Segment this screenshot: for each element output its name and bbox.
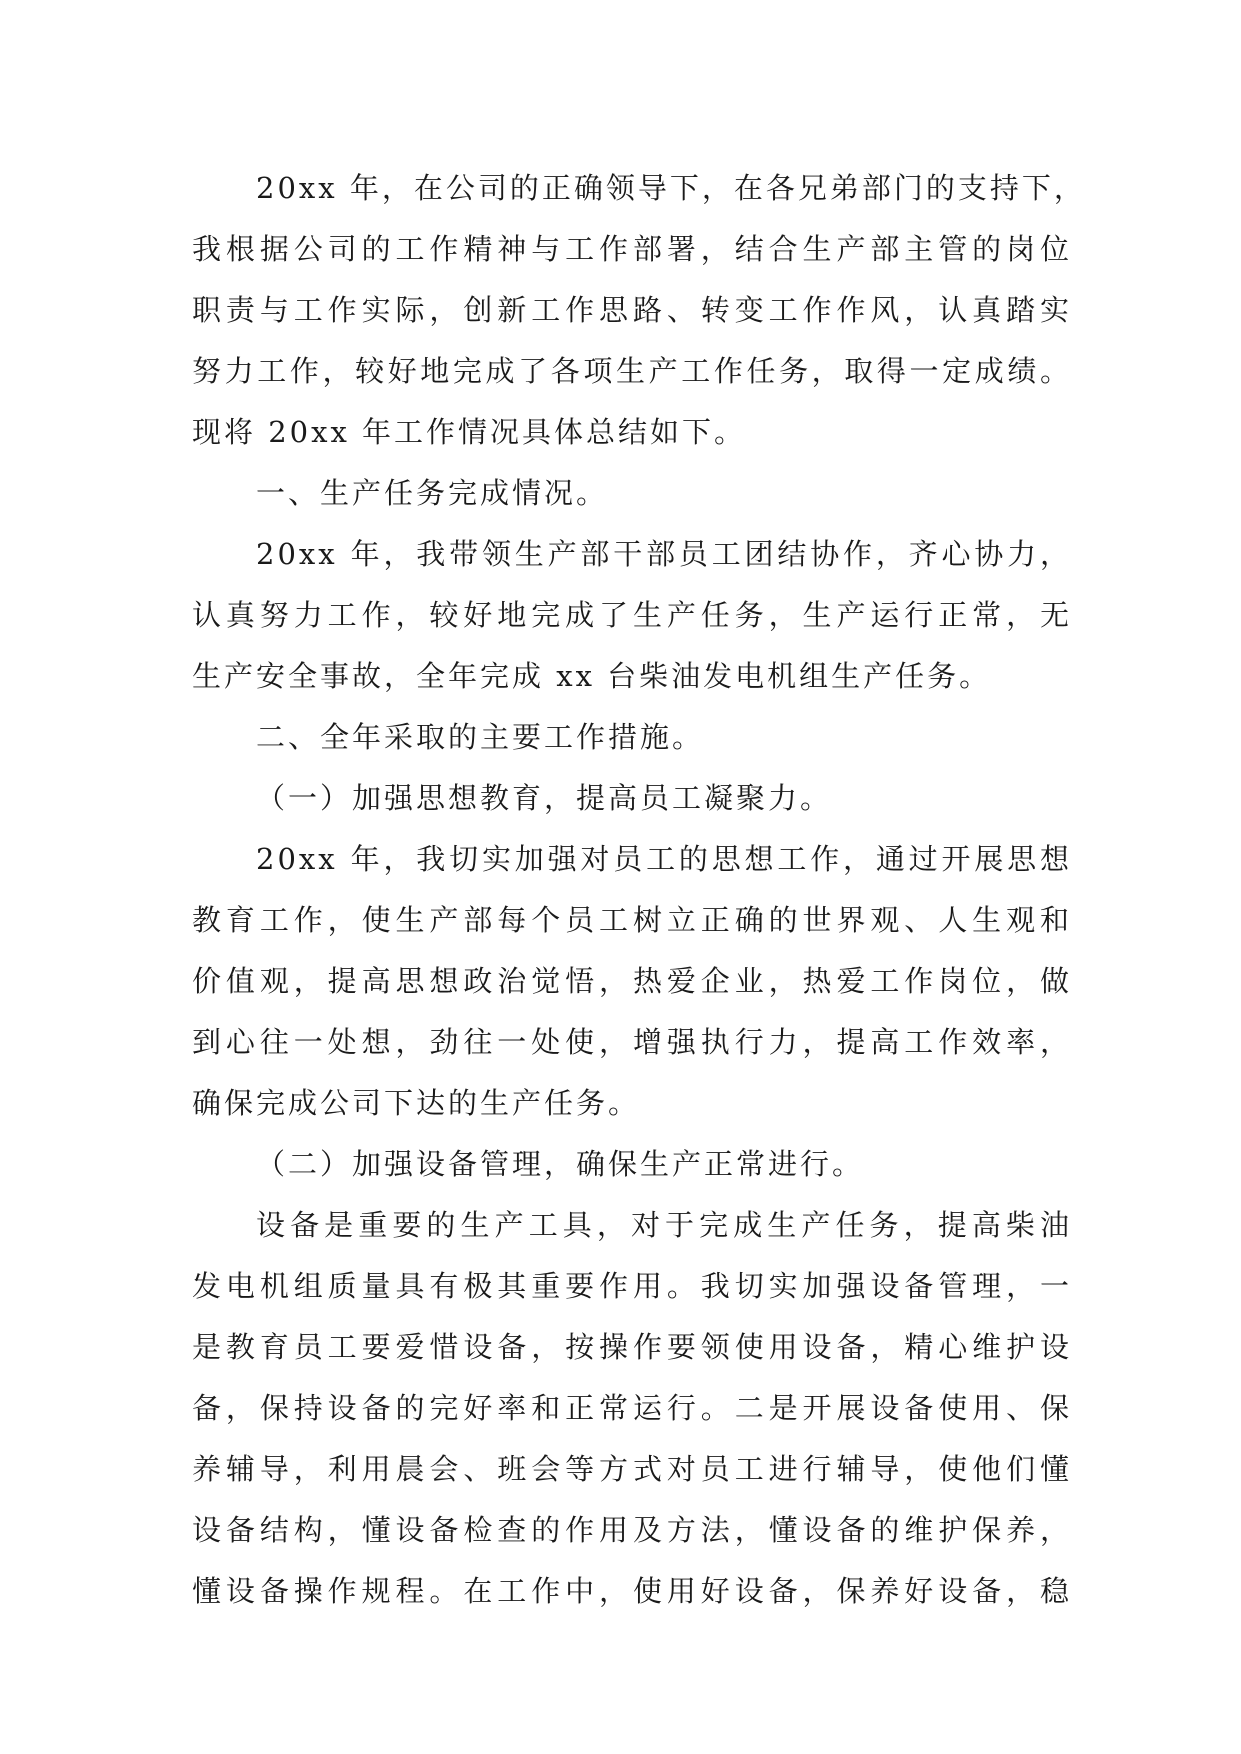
paragraph-line: 20xx 年，我带领生产部干部员工团结协作，齐心协力， (256, 537, 1072, 571)
paragraph-line: 懂设备操作规程。在工作中，使用好设备，保养好设备，稳 (192, 1574, 1072, 1608)
paragraph-line: 20xx 年，在公司的正确领导下，在各兄弟部门的支持下， (256, 171, 1086, 205)
document-body (192, 158, 1086, 1622)
paragraph-line: 努力工作，较好地完成了各项生产工作任务，取得一定成绩。 (192, 354, 1072, 388)
section-heading-2: 二、全年采取的主要工作措施。 (256, 720, 705, 754)
paragraph-line: 备，保持设备的完好率和正常运行。二是开展设备使用、保 (192, 1391, 1072, 1425)
paragraph-line: 价值观，提高思想政治觉悟，热爱企业，热爱工作岗位，做 (192, 964, 1072, 998)
subsection-heading-1: （一）加强思想教育，提高员工凝聚力。 (256, 781, 833, 815)
paragraph-line: 现将 20xx 年工作情况具体总结如下。 (192, 415, 747, 449)
paragraph-line: 职责与工作实际，创新工作思路、转变工作作风，认真踏实 (192, 293, 1072, 327)
paragraph-line: 20xx 年，我切实加强对员工的思想工作，通过开展思想 (256, 842, 1072, 876)
paragraph-line: 我根据公司的工作精神与工作部署，结合生产部主管的岗位 (192, 232, 1072, 266)
paragraph-line: 设备结构，懂设备检查的作用及方法，懂设备的维护保养， (192, 1513, 1072, 1547)
paragraph-line: 设备是重要的生产工具，对于完成生产任务，提高柴油 (256, 1208, 1072, 1242)
paragraph-line: 到心往一处想，劲往一处使，增强执行力，提高工作效率， (192, 1025, 1072, 1059)
paragraph-line: 发电机组质量具有极其重要作用。我切实加强设备管理，一 (192, 1269, 1072, 1303)
paragraph-line: 认真努力工作，较好地完成了生产任务，生产运行正常，无 (192, 598, 1072, 632)
subsection-heading-2: （二）加强设备管理，确保生产正常进行。 (256, 1147, 865, 1181)
paragraph-line: 确保完成公司下达的生产任务。 (192, 1086, 641, 1120)
paragraph-line: 是教育员工要爱惜设备，按操作要领使用设备，精心维护设 (192, 1330, 1072, 1364)
paragraph-line: 教育工作，使生产部每个员工树立正确的世界观、人生观和 (192, 903, 1072, 937)
paragraph-line: 生产安全事故，全年完成 xx 台柴油发电机组生产任务。 (192, 659, 992, 693)
paragraph-line: 养辅导，利用晨会、班会等方式对员工进行辅导，使他们懂 (192, 1452, 1072, 1486)
section-heading-1: 一、生产任务完成情况。 (256, 476, 609, 510)
